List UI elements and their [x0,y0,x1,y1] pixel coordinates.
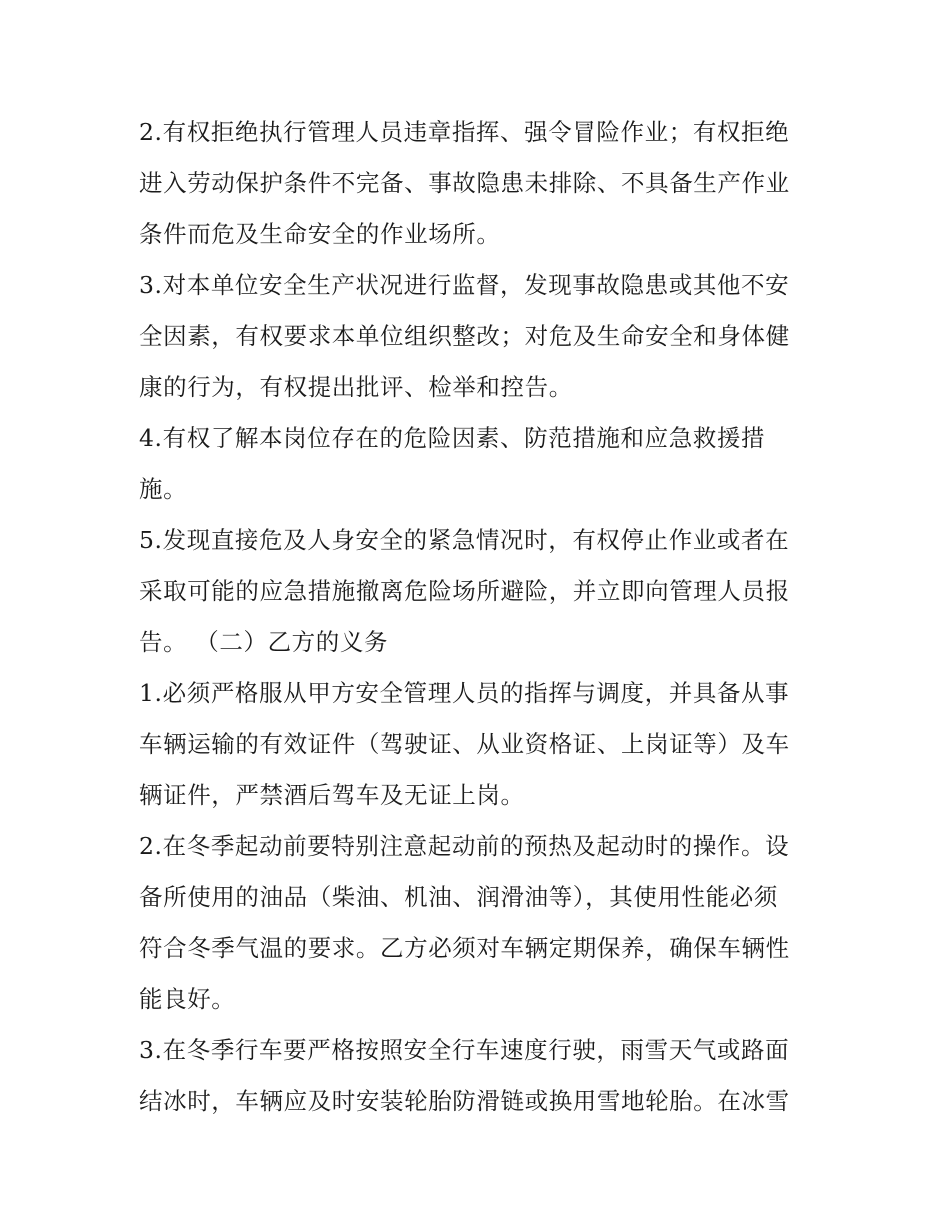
text-line: 3.对本单位安全生产状况进行监督，发现事故隐患或其他不安 [139,271,790,299]
text-line: 康的行为，有权提出批评、检举和控告。 [139,373,573,401]
text-line: 条件而危及生命安全的作业场所。 [139,220,501,248]
text-line: 施。 [139,475,188,503]
text-line: 告。 （二）乙方的义务 [139,628,389,656]
text-line: 符合冬季气温的要求。乙方必须对车辆定期保养，确保车辆性 [139,934,790,962]
text-line: 能良好。 [139,985,236,1013]
text-line: 全因素，有权要求本单位组织整改；对危及生命安全和身体健 [139,322,790,350]
text-line: 车辆运输的有效证件（驾驶证、从业资格证、上岗证等）及车 [139,730,790,758]
text-line: 3.在冬季行车要严格按照安全行车速度行驶，雨雪天气或路面 [139,1036,790,1064]
text-line: 采取可能的应急措施撤离危险场所避险，并立即向管理人员报 [139,577,790,605]
text-line: 辆证件，严禁酒后驾车及无证上岗。 [139,781,525,809]
document-body [139,107,819,1127]
text-line: 5.发现直接危及人身安全的紧急情况时，有权停止作业或者在 [139,526,790,554]
text-line: 结冰时，车辆应及时安装轮胎防滑链或换用雪地轮胎。在冰雪 [139,1087,790,1115]
text-line: 2.有权拒绝执行管理人员违章指挥、强令冒险作业；有权拒绝 [139,118,790,146]
text-line: 1.必须严格服从甲方安全管理人员的指挥与调度，并具备从事 [139,679,790,707]
text-line: 备所使用的油品（柴油、机油、润滑油等），其使用性能必须 [139,883,778,911]
text-line: 2.在冬季起动前要特别注意起动前的预热及起动时的操作。设 [139,832,790,860]
text-line: 进入劳动保护条件不完备、事故隐患未排除、不具备生产作业 [139,169,790,197]
text-line: 4.有权了解本岗位存在的危险因素、防范措施和应急救援措 [139,424,766,452]
